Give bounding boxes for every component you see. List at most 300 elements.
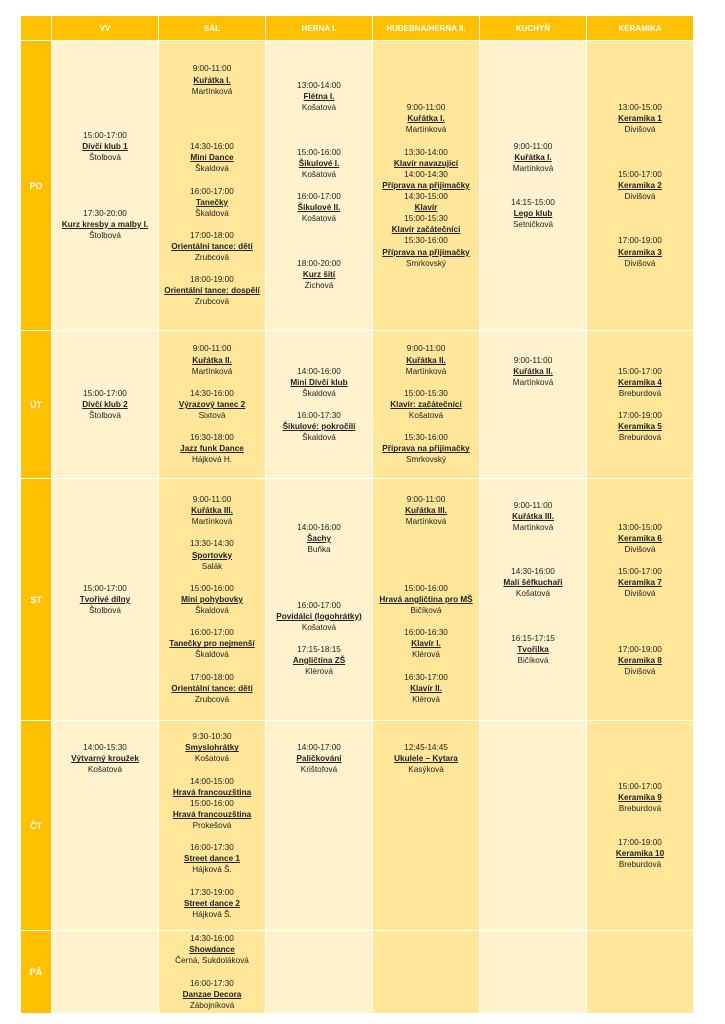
event-teacher: Divišová	[624, 589, 656, 599]
event-time: 9:00-11:00	[406, 344, 446, 354]
schedule-cell	[373, 479, 480, 721]
column-header-herna-1: HERNA I.	[266, 16, 373, 41]
spacer	[373, 776, 479, 909]
schedule-event	[587, 169, 693, 202]
day-label: ST	[21, 479, 52, 721]
event-time: 9:00-11:00	[406, 103, 446, 113]
event-time: 15:00-17:00	[618, 567, 662, 577]
schedule-cell	[587, 721, 694, 931]
spacer	[373, 527, 479, 583]
schedule-cell	[159, 41, 266, 331]
schedule-cell	[480, 331, 587, 479]
schedule-event	[159, 63, 265, 96]
event-name[interactable]: Showdance	[189, 945, 235, 955]
schedule-event	[480, 141, 586, 174]
event-name[interactable]: Jazz funk Dance	[180, 444, 244, 454]
event-name[interactable]: Dívčí klub 2	[82, 399, 128, 409]
event-teacher: Breburdová	[618, 388, 662, 398]
event-time: 16:00-17:30	[297, 411, 341, 421]
event-name[interactable]: Povídálci (logohrátky)	[276, 611, 362, 621]
event-time: 13:30-14:30	[190, 539, 234, 549]
event-teacher: Breburdová	[618, 859, 662, 869]
schedule-cell	[480, 41, 587, 331]
event-name[interactable]: Příprava na přijímačky	[382, 247, 470, 257]
schedule-cell	[52, 479, 159, 721]
column-header-kuchyn: KUCHYŇ	[480, 16, 587, 41]
event-teacher: Buňka	[307, 545, 331, 555]
spacer	[266, 399, 372, 410]
event-name[interactable]: Mini Dance	[190, 153, 234, 163]
event-name[interactable]: Keramika 1	[618, 114, 662, 124]
event-time: 15:30-16:00	[404, 433, 448, 443]
event-time: 17:00-18:00	[190, 672, 234, 682]
event-time: 14:15-15:00	[511, 197, 555, 207]
event-time: 9:00-11:00	[513, 355, 553, 365]
schedule-event	[373, 343, 479, 376]
day-row	[21, 41, 694, 331]
event-name[interactable]: Výtvarný kroužek	[71, 754, 139, 764]
event-name[interactable]: Keramika 6	[618, 533, 662, 543]
event-time: 14:30-16:00	[511, 567, 555, 577]
event-name[interactable]: Orientální tance: děti	[171, 241, 253, 251]
schedule-cell	[480, 721, 587, 931]
event-time: 9:00-11:00	[513, 142, 553, 152]
event-name[interactable]: Keramika 7	[618, 578, 662, 588]
schedule-event	[587, 837, 693, 870]
event-name[interactable]: Tanečky pro nejmenší	[169, 639, 255, 649]
day-label: ČT	[21, 721, 52, 931]
event-teacher: Zrubcová	[194, 694, 230, 704]
schedule-event	[587, 781, 693, 814]
spacer	[480, 388, 586, 455]
event-teacher: Divišová	[624, 192, 656, 202]
event-teacher: Salák	[201, 561, 223, 571]
event-name[interactable]: Dívčí klub 1	[82, 142, 128, 152]
event-name[interactable]: Kuřátka III.	[405, 506, 447, 516]
day-label: ÚT	[21, 331, 52, 479]
event-name[interactable]: Tvořivé dílny	[79, 594, 131, 604]
day-row	[21, 479, 694, 721]
event-name[interactable]: Hravá francouzština	[172, 809, 252, 819]
event-name[interactable]: Keramika 3	[618, 247, 662, 257]
event-time: 9:00-11:00	[513, 500, 553, 510]
event-teacher: Sixtová	[198, 411, 226, 421]
event-teacher: Klérová	[412, 650, 440, 660]
event-time: 18:00-19:00	[190, 275, 234, 285]
event-time: 17:15-18:15	[297, 644, 341, 654]
spacer	[587, 814, 693, 836]
spacer	[480, 599, 586, 632]
schedule-event	[159, 672, 265, 705]
schedule-event	[159, 141, 265, 174]
event-teacher: Zichová	[304, 280, 334, 290]
schedule-cell	[480, 931, 587, 1014]
event-time: 14:00-17:00	[297, 743, 341, 753]
schedule-cell	[587, 479, 694, 721]
event-name[interactable]: Kurz šití	[302, 269, 336, 279]
event-name[interactable]: Kuřátka II.	[406, 355, 446, 365]
event-teacher: Divišová	[624, 667, 656, 677]
spacer	[587, 202, 693, 235]
event-name[interactable]: Kuřátka I.	[407, 114, 445, 124]
spacer	[373, 377, 479, 388]
schedule-event	[266, 191, 372, 224]
event-name[interactable]: Tanečky	[195, 197, 229, 207]
spacer	[159, 421, 265, 432]
schedule-cell	[373, 41, 480, 331]
day-label: PO	[21, 41, 52, 331]
event-teacher: Štolbová	[89, 153, 121, 163]
schedule-event	[373, 191, 479, 213]
spacer	[159, 616, 265, 627]
schedule-event	[373, 147, 479, 169]
event-teacher: Štolbová	[89, 230, 121, 240]
schedule-event	[266, 644, 372, 677]
spacer	[159, 572, 265, 583]
event-teacher: Košatová	[301, 169, 337, 179]
event-name[interactable]: Keramika 10	[615, 848, 665, 858]
spacer	[266, 113, 372, 146]
spacer	[159, 527, 265, 538]
event-time: 15:00-17:00	[618, 366, 662, 376]
event-name[interactable]: Orientální tance: dospělí	[164, 286, 260, 296]
event-name[interactable]: Street dance 1	[184, 854, 240, 864]
schedule-event	[159, 274, 265, 307]
event-teacher: Hájková H.	[191, 455, 233, 465]
event-teacher: Hájková Š.	[192, 909, 232, 919]
schedule-event	[587, 566, 693, 599]
schedule-event	[373, 672, 479, 705]
event-name[interactable]: Kuřátka I.	[193, 75, 231, 85]
event-teacher: Martínková	[512, 377, 554, 387]
spacer	[587, 599, 693, 643]
event-time: 13:00-15:00	[618, 103, 662, 113]
event-name[interactable]: Flétna I.	[303, 92, 335, 102]
event-time: 17:00-19:00	[618, 837, 662, 847]
event-name[interactable]: Keramika 4	[618, 377, 662, 387]
event-name[interactable]: Keramika 2	[618, 180, 662, 190]
event-teacher: Košatová	[194, 754, 230, 764]
schedule-cell	[159, 931, 266, 1014]
schedule-event	[159, 887, 265, 920]
schedule-event	[373, 388, 479, 421]
schedule-event	[159, 933, 265, 966]
event-time: 15:00-15:30	[404, 214, 448, 224]
event-name[interactable]: Kuřátka II.	[513, 366, 553, 376]
event-name[interactable]: Kuřátka II.	[192, 355, 232, 365]
schedule-event	[373, 235, 479, 268]
schedule-cell	[52, 931, 159, 1014]
spacer	[159, 97, 265, 141]
event-name[interactable]: Příprava na přijímačky	[382, 180, 470, 190]
spacer	[587, 136, 693, 169]
event-time: 15:00-16:00	[190, 583, 234, 593]
event-name[interactable]: Kuřátka III.	[512, 511, 554, 521]
spacer	[266, 224, 372, 257]
event-teacher: Klérová	[305, 667, 333, 677]
event-time: 12:45-14:45	[404, 743, 448, 753]
spacer	[159, 966, 265, 977]
schedule-event	[266, 80, 372, 113]
event-name[interactable]: Hravá angličtina pro MŠ	[379, 594, 473, 604]
event-teacher: Košatová	[301, 214, 337, 224]
event-teacher: Košatová	[301, 622, 337, 632]
event-teacher: Martínková	[405, 517, 447, 527]
schedule-event	[159, 388, 265, 421]
event-teacher: Martínková	[191, 517, 233, 527]
event-time: 13:00-15:00	[618, 522, 662, 532]
schedule-event	[266, 147, 372, 180]
column-header-vv: VV	[52, 16, 159, 41]
corner-cell	[21, 16, 52, 41]
event-name[interactable]: Šikulové I.	[298, 158, 340, 168]
event-teacher: Prokešová	[192, 820, 232, 830]
event-name[interactable]: Street dance 2	[184, 898, 240, 908]
schedule-event	[159, 186, 265, 219]
event-time: 14:30-15:00	[404, 192, 448, 202]
schedule-event	[266, 522, 372, 555]
event-time: 14:00-14:30	[404, 169, 448, 179]
day-label: PÁ	[21, 931, 52, 1014]
event-name[interactable]: Mini pohybovky	[181, 594, 243, 604]
schedule-table	[20, 15, 694, 1014]
column-header-sal: SÁL	[159, 16, 266, 41]
event-name[interactable]: Tvořilka	[517, 644, 549, 654]
event-time: 16:00-17:30	[190, 843, 234, 853]
event-time: 16:30-18:00	[190, 433, 234, 443]
schedule-cell	[266, 331, 373, 479]
event-name[interactable]: Výrazový tanec 2	[178, 399, 246, 409]
event-name[interactable]: Keramika 8	[618, 655, 662, 665]
schedule-event	[52, 388, 158, 421]
schedule-event	[159, 776, 265, 798]
schedule-cell	[52, 41, 159, 331]
event-name[interactable]: Sportovky	[191, 550, 233, 560]
event-name[interactable]: Smyslohrátky	[185, 743, 239, 753]
event-name[interactable]: Šikulové II.	[297, 203, 341, 213]
event-time: 14:30-16:00	[190, 142, 234, 152]
event-time: 15:00-17:00	[83, 388, 127, 398]
event-teacher: Breburdová	[618, 804, 662, 814]
schedule-cell	[266, 479, 373, 721]
event-teacher: Zrubcová	[194, 253, 230, 263]
event-name[interactable]: Keramika 9	[618, 793, 662, 803]
schedule-event	[159, 583, 265, 616]
event-name[interactable]: Paličkování	[296, 754, 342, 764]
schedule-cell	[373, 331, 480, 479]
schedule-cell	[52, 721, 159, 931]
spacer	[266, 776, 372, 909]
schedule-event	[480, 197, 586, 230]
spacer	[159, 174, 265, 185]
event-name[interactable]: Klavír navazující	[393, 158, 459, 168]
event-time: 9:00-11:00	[406, 495, 446, 505]
event-teacher: Martínková	[405, 125, 447, 135]
spacer	[480, 666, 586, 699]
event-name[interactable]: Lego klub	[513, 208, 553, 218]
schedule-event	[159, 842, 265, 875]
spacer	[159, 377, 265, 388]
schedule-event	[266, 366, 372, 399]
schedule-cell	[159, 479, 266, 721]
event-teacher: Smrkovský	[405, 258, 447, 268]
day-row	[21, 721, 694, 931]
event-time: 17:00-19:00	[618, 644, 662, 654]
event-teacher: Klérová	[412, 694, 440, 704]
event-name[interactable]: Kuřátka I.	[514, 153, 552, 163]
event-time: 16:30-17:00	[404, 672, 448, 682]
event-name[interactable]: Mini Dívčí klub	[290, 377, 348, 387]
event-name[interactable]: Šachy	[306, 533, 332, 543]
event-teacher: Zrubcová	[194, 297, 230, 307]
event-teacher: Divišová	[624, 125, 656, 135]
schedule-event	[480, 500, 586, 533]
spacer	[159, 831, 265, 842]
event-name[interactable]: Klavír začátečníci	[391, 225, 461, 235]
schedule-event	[266, 742, 372, 775]
event-name[interactable]: Orientální tance: děti	[171, 683, 253, 693]
day-row	[21, 331, 694, 479]
schedule-event	[266, 258, 372, 291]
event-teacher: Košatová	[301, 103, 337, 113]
event-teacher: Škaldová	[302, 433, 336, 443]
schedule-cell	[587, 331, 694, 479]
event-time: 17:00-18:00	[190, 230, 234, 240]
spacer	[266, 180, 372, 191]
schedule-event	[266, 410, 372, 443]
event-teacher: Divišová	[624, 258, 656, 268]
event-time: 15:00-17:00	[618, 169, 662, 179]
event-time: 16:00-17:00	[190, 186, 234, 196]
spacer	[52, 163, 158, 207]
schedule-event	[373, 583, 479, 616]
schedule-event	[159, 978, 265, 1011]
spacer	[373, 616, 479, 627]
event-time: 15:00-17:00	[83, 583, 127, 593]
schedule-event	[52, 130, 158, 163]
schedule-event	[159, 731, 265, 764]
event-time: 9:00-11:00	[192, 495, 232, 505]
schedule-event	[52, 208, 158, 241]
event-time: 14:30-16:00	[190, 388, 234, 398]
event-time: 14:00-15:00	[190, 776, 234, 786]
event-name[interactable]: Angličtina ZŠ	[292, 655, 346, 665]
event-time: 9:00-11:00	[192, 344, 232, 354]
event-name[interactable]: Ukulele – Kytara	[394, 754, 458, 764]
event-time: 17:30-19:00	[190, 887, 234, 897]
event-name[interactable]: Šikulové: pokročilí	[282, 422, 356, 432]
schedule-event	[159, 627, 265, 660]
event-teacher: Martínková	[512, 164, 554, 174]
event-time: 15:00-17:00	[618, 782, 662, 792]
event-name[interactable]: Malí šéfkuchaři	[503, 578, 563, 588]
event-time: 16:00-17:00	[190, 628, 234, 638]
event-teacher: Bičíková	[517, 655, 549, 665]
event-time: 17:00-19:00	[618, 236, 662, 246]
spacer	[159, 219, 265, 230]
schedule-event	[373, 742, 479, 775]
event-teacher: Kasýková	[408, 765, 444, 775]
event-name[interactable]: Danzae Decora	[182, 989, 242, 999]
event-name[interactable]: Příprava na přijímačky	[382, 444, 470, 454]
schedule-event	[587, 235, 693, 268]
schedule-cell	[373, 721, 480, 931]
column-header-keramika: KERAMIKA	[587, 16, 694, 41]
event-teacher: Štolbová	[89, 411, 121, 421]
event-name[interactable]: Klavír I.	[411, 639, 441, 649]
schedule-cell	[266, 721, 373, 931]
schedule-cell	[159, 331, 266, 479]
spacer	[373, 136, 479, 147]
event-name[interactable]: Kuřátka III.	[191, 506, 233, 516]
event-time: 15:00-16:00	[190, 798, 234, 808]
schedule-event	[373, 432, 479, 465]
event-time: 15:30-16:00	[404, 236, 448, 246]
event-time: 17:00-19:00	[618, 411, 662, 421]
schedule-event	[159, 343, 265, 376]
event-time: 9:30-10:30	[192, 732, 232, 742]
event-time: 14:00-16:00	[297, 366, 341, 376]
event-teacher: Košatová	[515, 589, 551, 599]
schedule-cell	[480, 479, 587, 721]
event-name[interactable]: Klavír II.	[410, 683, 442, 693]
event-teacher: Černá, Sukdoláková	[175, 956, 249, 966]
schedule-cell	[159, 721, 266, 931]
schedule-cell	[373, 931, 480, 1014]
spacer	[266, 555, 372, 599]
spacer	[266, 633, 372, 644]
schedule-event	[266, 600, 372, 633]
schedule-event	[52, 742, 158, 775]
schedule-event	[587, 644, 693, 677]
schedule-cell	[266, 41, 373, 331]
schedule-cell	[52, 331, 159, 479]
event-time: 16:00-16:30	[404, 628, 448, 638]
event-teacher: Škaldová	[195, 650, 229, 660]
schedule-event	[159, 494, 265, 527]
event-teacher: Bičíková	[410, 606, 442, 616]
event-time: 14:30-16:00	[190, 934, 234, 944]
event-time: 14:00-15:30	[83, 743, 127, 753]
spacer	[480, 174, 586, 196]
spacer	[587, 555, 693, 566]
event-name[interactable]: Klavír: začátečníci	[390, 399, 462, 409]
spacer	[52, 776, 158, 909]
column-header-hudebna-herna-2: HUDEBNA/HERNA II.	[373, 16, 480, 41]
schedule-event	[159, 798, 265, 831]
event-name[interactable]: Hravá francouzština	[172, 787, 252, 797]
event-name[interactable]: Kurz kresby a malby I.	[61, 219, 149, 229]
event-teacher: Smrkovský	[405, 455, 447, 465]
event-teacher: Martínková	[512, 522, 554, 532]
event-teacher: Škaldová	[195, 606, 229, 616]
schedule-event	[159, 432, 265, 465]
event-time: 9:00-11:00	[192, 64, 232, 74]
event-time: 15:00-17:00	[83, 131, 127, 141]
spacer	[159, 661, 265, 672]
schedule-event	[52, 583, 158, 616]
schedule-event	[159, 538, 265, 571]
event-name[interactable]: Klavír	[414, 203, 438, 213]
event-teacher: Škaldová	[195, 164, 229, 174]
event-time: 15:00-15:30	[404, 388, 448, 398]
event-name[interactable]: Keramika 5	[618, 422, 662, 432]
event-teacher: Martínková	[405, 366, 447, 376]
event-time: 13:00-14:00	[297, 81, 341, 91]
schedule-event	[373, 169, 479, 191]
event-time: 16:00-17:00	[297, 600, 341, 610]
spacer	[587, 399, 693, 410]
